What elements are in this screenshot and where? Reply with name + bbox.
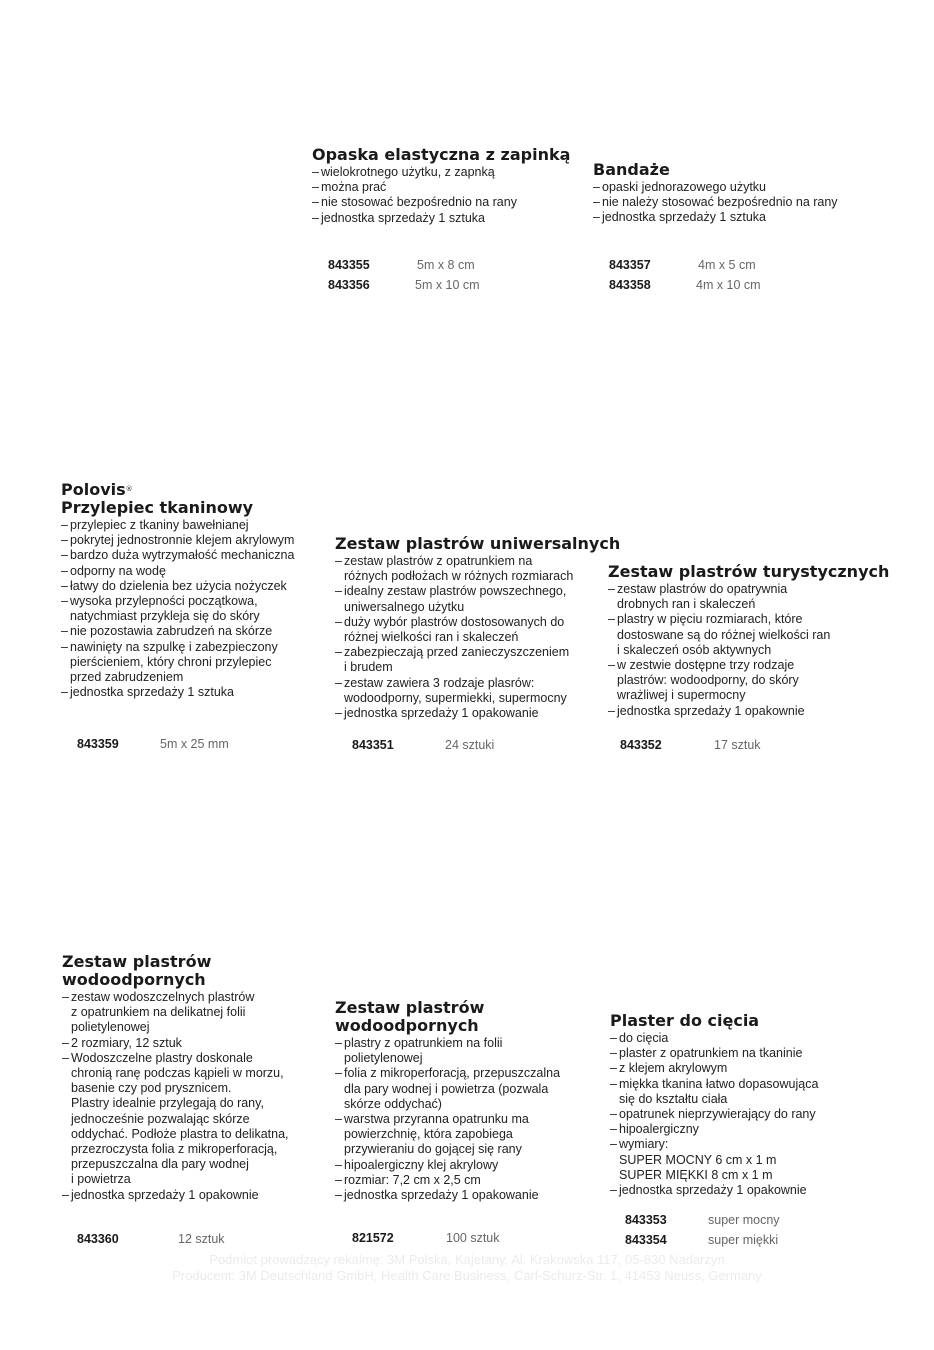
- product-polovis: [61, 481, 294, 700]
- product-code-row: [625, 1233, 778, 1247]
- product-code: 843360: [77, 1232, 119, 1246]
- feature-item: – duży wybór plastrów dostosowanych do: [335, 615, 620, 630]
- feature-item: – opatrunek nieprzywierający do rany: [610, 1107, 818, 1122]
- feature-item: – do cięcia: [610, 1031, 818, 1046]
- product-size: 4m x 10 cm: [696, 278, 761, 292]
- feature-item: – hipoalergiczny: [610, 1122, 818, 1137]
- feature-item-continued: SUPER MOCNY 6 cm x 1 m: [619, 1152, 777, 1167]
- feature-item-continued: plastrów: wodoodporny, do skóry: [617, 673, 799, 688]
- feature-item: – zabezpieczają przed zanieczyszczeniem: [335, 645, 620, 660]
- product-size: 24 sztuki: [445, 738, 495, 752]
- feature-item-continued: powierzchnię, która zapobiega: [344, 1127, 513, 1142]
- feature-item-continued: polietylenowej: [344, 1051, 423, 1066]
- product-title: Bandaże: [593, 160, 670, 179]
- feature-item-continued: Plastry idealnie przylegają do rany,: [71, 1096, 264, 1111]
- feature-item-continued: polietylenowej: [71, 1020, 150, 1035]
- feature-item: – zestaw wodoszczelnych plastrów: [62, 990, 289, 1005]
- product-title: Zestaw plastrów: [62, 952, 212, 971]
- feature-item: – przylepiec z tkaniny bawełnianej: [61, 518, 294, 533]
- feature-item: – w zestwie dostępne trzy rodzaje: [608, 658, 889, 673]
- feature-item: – bardzo duża wytrzymałość mechaniczna: [61, 548, 294, 563]
- feature-item: – 2 rozmiary, 12 sztuk: [62, 1036, 289, 1051]
- product-size: 5m x 10 cm: [415, 278, 480, 292]
- feature-list: [335, 1036, 560, 1203]
- product-uniwersalne: [335, 535, 620, 721]
- feature-item: – plaster z opatrunkiem na tkaninie: [610, 1046, 818, 1061]
- feature-item-continued: wodoodporny, supermiekki, supermocny: [344, 690, 567, 705]
- feature-item: – jednostka sprzedaży 1 opakowanie: [335, 706, 620, 721]
- feature-item: – z klejem akrylowym: [610, 1061, 818, 1076]
- feature-item-continued: przezroczysta folia z mikroperforacją,: [71, 1142, 278, 1157]
- feature-item: – nie pozostawia zabrudzeń na skórze: [61, 624, 294, 639]
- product-size: 100 sztuk: [446, 1231, 500, 1245]
- product-code: 843356: [328, 278, 370, 292]
- feature-list: [62, 990, 289, 1203]
- feature-item: – Wodoszczelne plastry doskonale: [62, 1051, 289, 1066]
- product-code-row: [77, 737, 229, 751]
- feature-item-continued: chronią ranę podczas kąpieli w morzu,: [71, 1066, 284, 1081]
- product-size: 5m x 25 mm: [160, 737, 229, 751]
- feature-item-continued: dla pary wodnej i powietrza (pozwala: [344, 1081, 549, 1096]
- feature-item: – zestaw zawiera 3 rodzaje plasrów:: [335, 676, 620, 691]
- feature-item-continued: jednocześnie pozwalając skórze: [71, 1111, 250, 1126]
- feature-item-continued: pierścieniem, który chroni przylepiec: [70, 654, 272, 669]
- product-size: super mocny: [708, 1213, 780, 1227]
- feature-item: – pokrytej jednostronnie klejem akrylowym: [61, 533, 294, 548]
- registered-mark: ®: [125, 485, 133, 493]
- feature-list: [593, 180, 838, 226]
- feature-list: [335, 554, 620, 721]
- feature-item-continued: z opatrunkiem na delikatnej folii: [71, 1005, 246, 1020]
- product-title: Przylepiec tkaninowy: [61, 498, 254, 517]
- feature-list: [610, 1031, 818, 1198]
- feature-item-continued: się do kształtu ciała: [619, 1091, 728, 1106]
- feature-item: – wysoka przylepności początkowa,: [61, 594, 294, 609]
- product-title-line2: wodoodpornych: [335, 1016, 479, 1035]
- product-code-row: [609, 258, 756, 272]
- feature-item: – warstwa przyranna opatrunku ma: [335, 1112, 560, 1127]
- product-size: 4m x 5 cm: [698, 258, 756, 272]
- feature-item: – jednostka sprzedaży 1 sztuka: [61, 685, 294, 700]
- feature-item: – plastry z opatrunkiem na folii: [335, 1036, 560, 1051]
- feature-item: – hipoalergiczny klej akrylowy: [335, 1158, 560, 1173]
- feature-item: – można prać: [312, 180, 570, 195]
- product-wodoodporne-middle: [335, 999, 560, 1203]
- feature-list: [608, 582, 889, 719]
- feature-item: – wymiary:: [610, 1137, 818, 1152]
- feature-item-continued: uniwersalnego użytku: [344, 599, 465, 614]
- product-code: 843358: [609, 278, 651, 292]
- feature-item: – nie należy stosować bezpośrednio na rany: [593, 195, 838, 210]
- feature-item-continued: i skaleczeń osób aktywnych: [617, 642, 772, 657]
- feature-item: – rozmiar: 7,2 cm x 2,5 cm: [335, 1173, 560, 1188]
- feature-item: – jednostka sprzedaży 1 sztuka: [593, 210, 838, 225]
- product-title-line2: wodoodpornych: [62, 970, 206, 989]
- product-opaska: [312, 146, 570, 226]
- feature-item: – jednostka sprzedaży 1 opakownie: [610, 1183, 818, 1198]
- product-code: 821572: [352, 1231, 394, 1245]
- product-code-row: [625, 1213, 780, 1227]
- product-turystyczne: [608, 563, 889, 719]
- footer-producer: Producent: 3M Deutschland GmbH, Health Care Business, Carl-Schurz-Str. 1, 41453 Neuss, Germany: [172, 1268, 762, 1283]
- feature-item: – nawinięty na szpulkę i zabezpieczony: [61, 640, 294, 655]
- feature-item: – wielokrotnego użytku, z zapnką: [312, 165, 570, 180]
- product-code: 843355: [328, 258, 370, 272]
- feature-item: – zestaw plastrów do opatrywnia: [608, 582, 889, 597]
- product-title: Opaska elastyczna z zapinką: [312, 145, 571, 164]
- feature-list: [312, 165, 570, 226]
- feature-item: – jednostka sprzedaży 1 opakownie: [608, 704, 889, 719]
- product-bandaze: [593, 161, 838, 226]
- feature-item: – odporny na wodę: [61, 564, 294, 579]
- feature-list: [61, 518, 294, 700]
- feature-item-continued: przed zabrudzeniem: [70, 670, 184, 685]
- feature-item-continued: przepuszczalna dla pary wodnej: [71, 1157, 249, 1172]
- feature-item-continued: dostoswane są do różnej wielkości ran: [617, 627, 831, 642]
- product-code: 843352: [620, 738, 662, 752]
- feature-item-continued: skórze oddychać): [344, 1096, 442, 1111]
- feature-item-continued: i brudem: [344, 660, 393, 675]
- feature-item-continued: wrażliwej i supermocny: [617, 688, 746, 703]
- product-title: Zestaw plastrów turystycznych: [608, 562, 890, 581]
- feature-item: – jednostka sprzedaży 1 opakowanie: [335, 1188, 560, 1203]
- product-plaster: [610, 1012, 818, 1198]
- feature-item-continued: SUPER MIĘKKI 8 cm x 1 m: [619, 1167, 773, 1182]
- product-size: 12 sztuk: [178, 1232, 225, 1246]
- product-code: 843353: [625, 1213, 667, 1227]
- feature-item: – folia z mikroperforacją, przepuszczalna: [335, 1066, 560, 1081]
- product-size: super miękki: [708, 1233, 779, 1247]
- product-code-row: [352, 738, 494, 752]
- product-code-row: [352, 1231, 500, 1245]
- feature-item-continued: różnych podłożach w różnych rozmiarach: [344, 569, 574, 584]
- feature-item-continued: oddychać. Podłoże plastra to delikatna,: [71, 1126, 289, 1141]
- feature-item-continued: drobnych ran i skaleczeń: [617, 597, 756, 612]
- product-code-row: [328, 258, 475, 272]
- product-title: Plaster do cięcia: [610, 1011, 760, 1030]
- product-title: Zestaw plastrów: [335, 998, 485, 1017]
- feature-item-continued: przywieraniu do gojącej się rany: [344, 1142, 522, 1157]
- brand-label: Polovis: [61, 480, 126, 499]
- product-size: 5m x 8 cm: [417, 258, 475, 272]
- product-code-row: [620, 738, 761, 752]
- product-code: 843351: [352, 738, 394, 752]
- feature-item: – miękka tkanina łatwo dopasowująca: [610, 1077, 818, 1092]
- feature-item: – zestaw plastrów z opatrunkiem na: [335, 554, 620, 569]
- product-code: 843354: [625, 1233, 667, 1247]
- product-code-row: [328, 278, 480, 292]
- brand-name: [61, 481, 294, 499]
- feature-item: – jednostka sprzedaży 1 opakownie: [62, 1188, 289, 1203]
- product-code-row: [609, 278, 761, 292]
- feature-item: – idealny zestaw plastrów powszechnego,: [335, 584, 620, 599]
- feature-item: – plastry w pięciu rozmiarach, które: [608, 612, 889, 627]
- feature-item: – nie stosować bezpośrednio na rany: [312, 195, 570, 210]
- product-title: Zestaw plastrów uniwersalnych: [335, 534, 621, 553]
- feature-item-continued: różnej wielkości ran i skaleczeń: [344, 630, 519, 645]
- footer-advertiser: Podmiot prowadzący rekalmę: 3M Polska, Kajetany, Al. Krakowska 117, 05-830 Nadarzyn: [209, 1252, 725, 1267]
- feature-item: – jednostka sprzedaży 1 sztuka: [312, 211, 570, 226]
- feature-item-continued: natychmiast przykleja się do skóry: [70, 609, 260, 624]
- product-size: 17 sztuk: [714, 738, 761, 752]
- feature-item-continued: basenie czy pod prysznicem.: [71, 1081, 232, 1096]
- product-code: 843359: [77, 737, 119, 751]
- feature-item: – łatwy do dzielenia bez użycia nożyczek: [61, 579, 294, 594]
- feature-item: – opaski jednorazowego użytku: [593, 180, 838, 195]
- product-wodoodporne-left: [62, 953, 289, 1203]
- feature-item-continued: i powietrza: [71, 1172, 131, 1187]
- product-code: 843357: [609, 258, 651, 272]
- product-code-row: [77, 1232, 225, 1246]
